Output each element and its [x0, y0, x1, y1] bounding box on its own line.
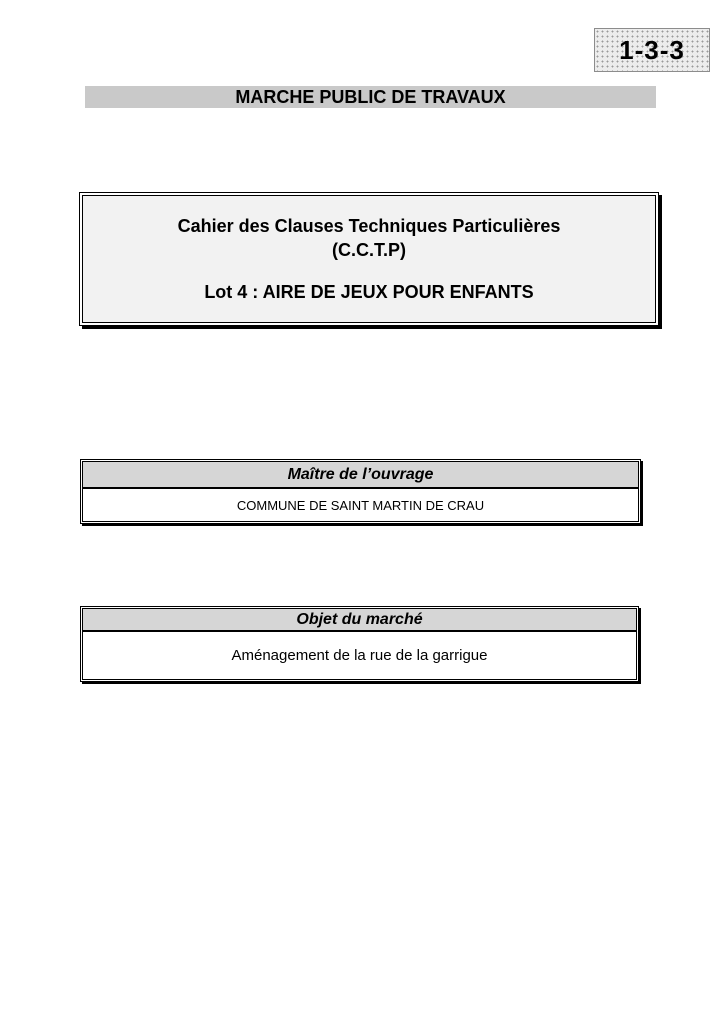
objet-marche-box: [82, 608, 637, 680]
maitre-ouvrage-box: [82, 461, 639, 522]
title-box: [82, 195, 656, 323]
maitre-ouvrage-heading: Maître de l’ouvrage: [83, 462, 638, 489]
document-reference-badge: [594, 28, 710, 72]
lot-title: Lot 4 : AIRE DE JEUX POUR ENFANTS: [204, 282, 534, 302]
document-abbreviation: (C.C.T.P): [332, 240, 406, 260]
document-title: Cahier des Clauses Techniques Particulières: [177, 216, 561, 236]
document-banner: [85, 86, 656, 108]
banner-title: MARCHE PUBLIC DE TRAVAUX: [235, 86, 506, 107]
maitre-ouvrage-value: COMMUNE DE SAINT MARTIN DE CRAU: [236, 497, 485, 513]
objet-marche-heading: Objet du marché: [83, 609, 636, 632]
objet-marche-value: Aménagement de la rue de la garrigue: [231, 647, 488, 664]
document-reference: 1-3-3: [619, 34, 685, 65]
